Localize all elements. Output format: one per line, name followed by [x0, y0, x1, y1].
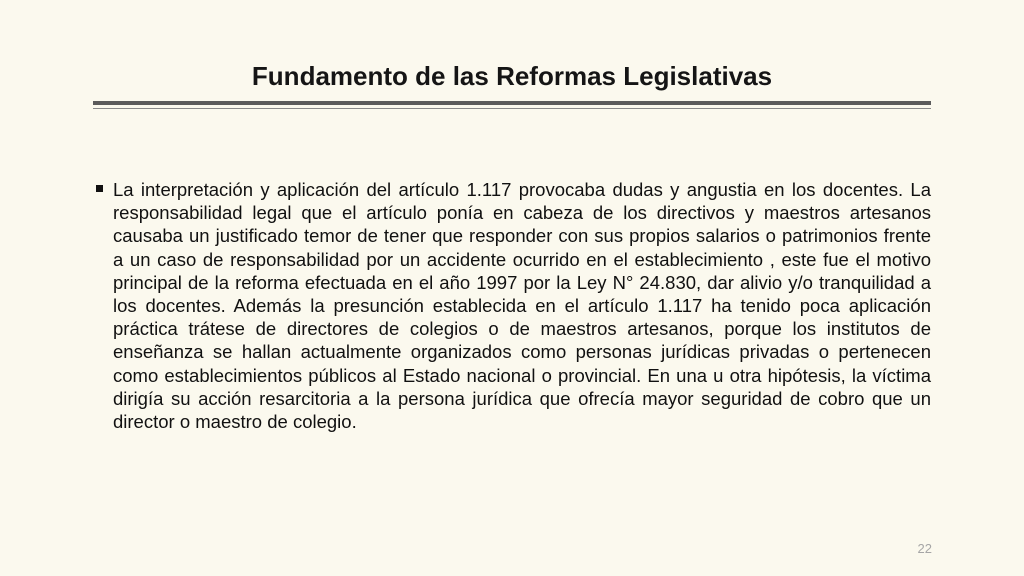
bullet-text: La interpretación y aplicación del artículo 1.117 provocaba dudas y angustia en los docentes. La responsabilidad legal que el artículo ponía en cabeza de los directivos y maestros artesanos causaba un justificado temor de tener que responder con sus propios salarios o patrimonios frente a un caso de responsabilidad por un accidente ocurrido en el establecimiento , este fue el motivo principal de la reforma efectuada en el año 1997 por la Ley N° 24.830, dar alivio y/o tranquilidad a los docentes. Además la presunción establecida en el artículo 1.117 ha tenido poca aplicación práctica trátese de directores de colegios o de maestros artesanos, porque los institutos de enseñanza se hallan actualmente organizados como personas jurídicas privadas o pertenecen como establecimientos públicos al Estado nacional o provincial. En una u otra hipótesis, la víctima dirigía su acción resarcitoria a la persona jurídica que ofrecía mayor seguridad de cobro que un director o maestro de colegio. — [113, 179, 931, 433]
title-divider-thin — [93, 108, 931, 109]
bullet-item — [93, 178, 931, 433]
title-divider-thick — [93, 101, 931, 105]
page-number: 22 — [917, 541, 932, 556]
slide-body — [93, 178, 931, 433]
slide-title: Fundamento de las Reformas Legislativas — [251, 61, 773, 91]
square-bullet-icon — [96, 185, 103, 192]
